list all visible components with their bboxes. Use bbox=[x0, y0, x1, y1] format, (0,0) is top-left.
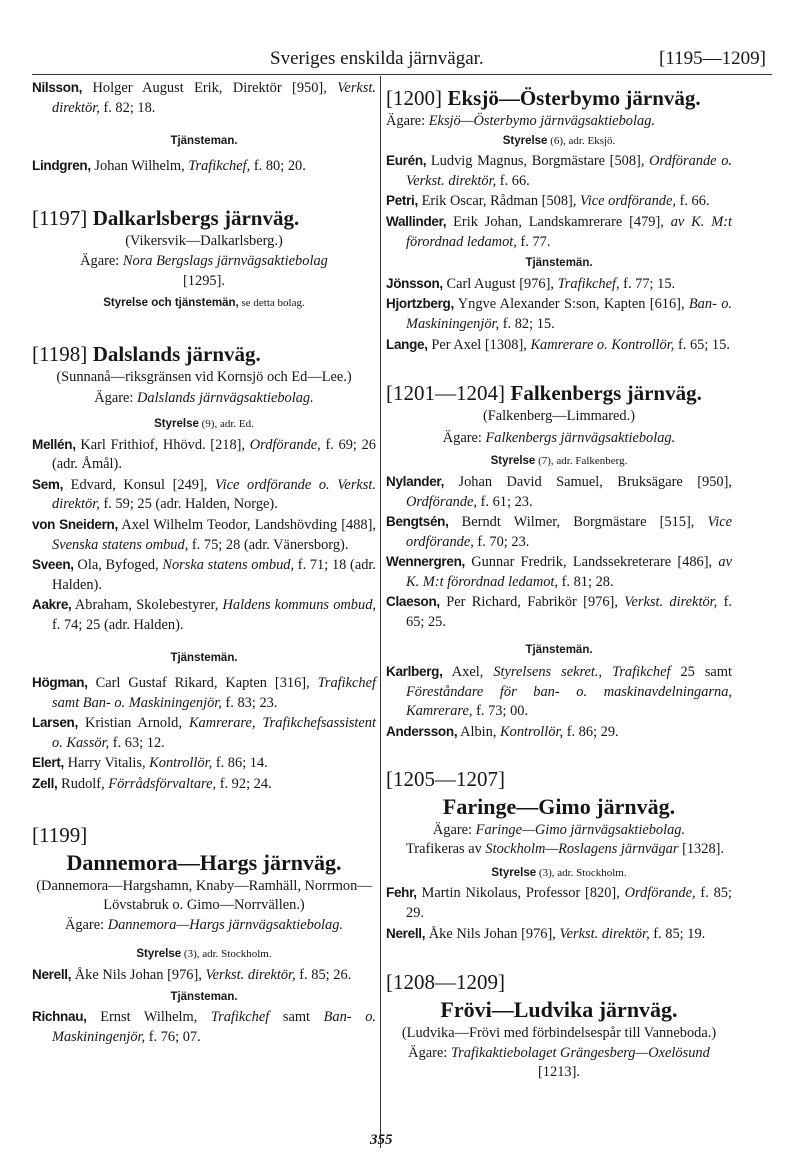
entry-nilsson: Nilsson, Holger August Erik, Direktör [950], Verkst. direktör, f. 82; 18. bbox=[32, 80, 376, 116]
section-number-1208: [1208—1209] bbox=[386, 970, 505, 995]
section-number-1199: [1199] bbox=[32, 822, 88, 847]
section-heading-1200: [1200] Eksjö—Österbymo järnväg. bbox=[386, 86, 701, 110]
subheading-tjansteman: Tjänsteman. bbox=[170, 135, 238, 148]
section-heading-1205: Faringe—Gimo järnväg. bbox=[442, 793, 676, 819]
entry-fehr: Fehr, Martin Nikolaus, Professor [820], Ordförande, f. 85; 29. bbox=[386, 885, 732, 921]
entry-mellen: Mellén, Karl Frithiof, Hhövd. [218], Ordförande, f. 69; 26 (adr. Åmål). bbox=[32, 436, 377, 473]
owner-1198: Ägare: Dalslands järnvägsaktiebolag. bbox=[94, 390, 314, 407]
entry-andersson: Andersson, Albin, Kontrollör, f. 86; 29. bbox=[386, 724, 619, 741]
section-heading-1199: Dannemora—Hargs järnväg. bbox=[66, 849, 342, 875]
section-heading-1201: [1201—1204] Falkenbergs järnväg. bbox=[386, 381, 702, 406]
entry-sneidern: von Sneidern, Axel Wilhelm Teodor, Landshövding [488], Svenska statens ombud, f. 75; 28 (adr. Vänersborg). bbox=[32, 516, 376, 553]
entry-richnau: Richnau, Ernst Wilhelm, Trafikchef samt Ban- o. Maskiningenjör, f. 76; 07. bbox=[32, 1009, 376, 1045]
owner-1199: Ägare: Dannemora—Hargs järnvägsaktiebolag. bbox=[64, 916, 344, 933]
owner-1205: Ägare: Faringe—Gimo järnvägsaktiebolag. bbox=[432, 821, 686, 838]
page-header bbox=[32, 0, 772, 75]
route-1197: (Vikersvik—Dalkarlsberg.) bbox=[125, 233, 283, 250]
entry-petri: Petri, Erik Oscar, Rådman [508], Vice ordförande, f. 66. bbox=[386, 193, 710, 210]
entry-larsen: Larsen, Kristian Arnold, Kamrerare, Trafikchefsassistent o. Kassör, f. 63; 12. bbox=[32, 715, 376, 751]
section-number-1205: [1205—1207] bbox=[386, 766, 505, 791]
entry-jonsson: Jönsson, Carl August [976], Trafikchef, f. 77; 15. bbox=[386, 275, 676, 292]
entry-sem: Sem, Edvard, Konsul [249], Vice ordförande o. Verkst. direktör, f. 59; 25 (adr. Halden, Norge). bbox=[32, 476, 377, 513]
route-1198: (Sunnanå—riksgränsen vid Kornsjö och Ed—Lee.) bbox=[56, 368, 352, 385]
owner-1201: Ägare: Falkenbergs järnvägsaktiebolag. bbox=[442, 429, 676, 446]
page-number: 355 bbox=[370, 1132, 393, 1148]
entry-sveen: Sveen, Ola, Byfoged, Norska statens ombud, f. 71; 18 (adr. Halden). bbox=[32, 557, 376, 593]
trafik-1205: Trafikeras av Stockholm—Roslagens järnvägar [1328]. bbox=[406, 841, 725, 858]
section-range: [1195—1209] bbox=[659, 48, 766, 69]
entry-nerell-2: Nerell, Åke Nils Johan [976], Verkst. direktör, f. 85; 19. bbox=[386, 925, 706, 942]
subheading-tjanstemen-1200: Tjänstemän. bbox=[525, 257, 593, 270]
entry-karlberg: Karlberg, Axel, Styrelsens sekret., Trafikchef 25 samt Föreståndare för ban- o. maskinavdelningarna, Kamrerare, f. 73; 00. bbox=[386, 664, 732, 720]
entry-lange: Lange, Per Axel [1308], Kamrerare o. Kontrollör, f. 65; 15. bbox=[386, 336, 730, 353]
subheading-tjanstemen-1201: Tjänstemän. bbox=[525, 643, 593, 656]
styrelse-1198: Styrelse (9), adr. Ed. bbox=[154, 417, 254, 430]
styrelse-1201: Styrelse (7), adr. Falkenberg. bbox=[490, 455, 628, 468]
entry-claeson: Claeson, Per Richard, Fabrikör [976], Verkst. direktör, f. 65; 25. bbox=[386, 594, 732, 631]
right-column bbox=[386, 78, 732, 1083]
section-heading-1208: Frövi—Ludvika järnväg. bbox=[440, 997, 678, 1023]
entry-hjortzberg: Hjortzberg, Yngve Alexander S:son, Kapten [616], Ban- o. Maskiningenjör, f. 82; 15. bbox=[386, 296, 732, 332]
entry-hogman: Högman, Carl Gustaf Rikard, Kapten [316], Trafikchef samt Ban- o. Maskiningenjör, f. 83; 23. bbox=[32, 675, 376, 711]
running-title: Sveriges enskilda järnvägar. bbox=[270, 48, 484, 69]
entry-lindgren: Lindgren, Johan Wilhelm, Trafikchef, f. 80; 20. bbox=[32, 157, 306, 174]
header-rule bbox=[32, 74, 772, 75]
route-1201: (Falkenberg—Limmared.) bbox=[483, 408, 635, 425]
styrelse-1199: Styrelse (3), adr. Stockholm. bbox=[136, 948, 272, 961]
entry-nerell: Nerell, Åke Nils Johan [976], Verkst. direktör, f. 85; 26. bbox=[32, 967, 352, 983]
route-1199: (Dannemora—Hargshamn, Knaby—Ramhäll, Norrmon—Lövstabruk o. Gimo—Norrvällen.) bbox=[36, 877, 372, 914]
section-heading-1198: [1198] Dalslands järnväg. bbox=[32, 341, 261, 366]
subheading-tjanstemen: Tjänstemän. bbox=[170, 652, 238, 665]
entry-zell: Zell, Rudolf, Förrådsförvaltare, f. 92; 24. bbox=[32, 776, 272, 793]
styrelse-1205: Styrelse (3), adr. Stockholm. bbox=[491, 866, 627, 879]
subheading-tjansteman-1199: Tjänsteman. bbox=[170, 990, 238, 1003]
section-heading-1197: [1197] Dalkarlsbergs järnväg. bbox=[32, 206, 300, 231]
entry-wennergren: Wennergren, Gunnar Fredrik, Landssekreterare [486], av K. M:t förordnad ledamot, f. 81; 28. bbox=[386, 554, 732, 590]
entry-elert: Elert, Harry Vitalis, Kontrollör, f. 86; 14. bbox=[32, 755, 268, 772]
entry-bengtsen: Bengtsén, Berndt Wilmer, Borgmästare [515], Vice ordförande, f. 70; 23. bbox=[386, 514, 732, 550]
owner-1200: Ägare: Eksjö—Österbymo järnvägsaktiebolag. bbox=[386, 113, 655, 129]
owner-1208: Ägare: Trafikaktiebolaget Grängesberg—Oxelösund [1213]. bbox=[408, 1044, 710, 1081]
entry-aakre: Aakre, Abraham, Skolebestyrer, Haldens kommuns ombud, f. 74; 25 (adr. Halden). bbox=[32, 597, 376, 633]
styrelse-1197: Styrelse och tjänstemän, se detta bolag. bbox=[103, 297, 305, 310]
owner-1197: Ägare: Nora Bergslags järnvägsaktiebolag [1295]. bbox=[80, 252, 328, 289]
entry-euren: Eurén, Ludvig Magnus, Borgmästare [508], Ordförande o. Verkst. direktör, f. 66. bbox=[386, 153, 733, 189]
route-1208: (Ludvika—Frövi med förbindelsespår till Vanneboda.) bbox=[401, 1025, 717, 1042]
entry-wallinder: Wallinder, Erik Johan, Landskamrerare [479], av K. M:t förordnad ledamot, f. 77. bbox=[386, 213, 732, 250]
column-divider bbox=[380, 76, 381, 1148]
left-column bbox=[32, 78, 376, 1047]
styrelse-1200: Styrelse (6), adr. Eksjö. bbox=[502, 134, 616, 147]
entry-nylander: Nylander, Johan David Samuel, Bruksägare [950], Ordförande, f. 61; 23. bbox=[386, 473, 732, 510]
